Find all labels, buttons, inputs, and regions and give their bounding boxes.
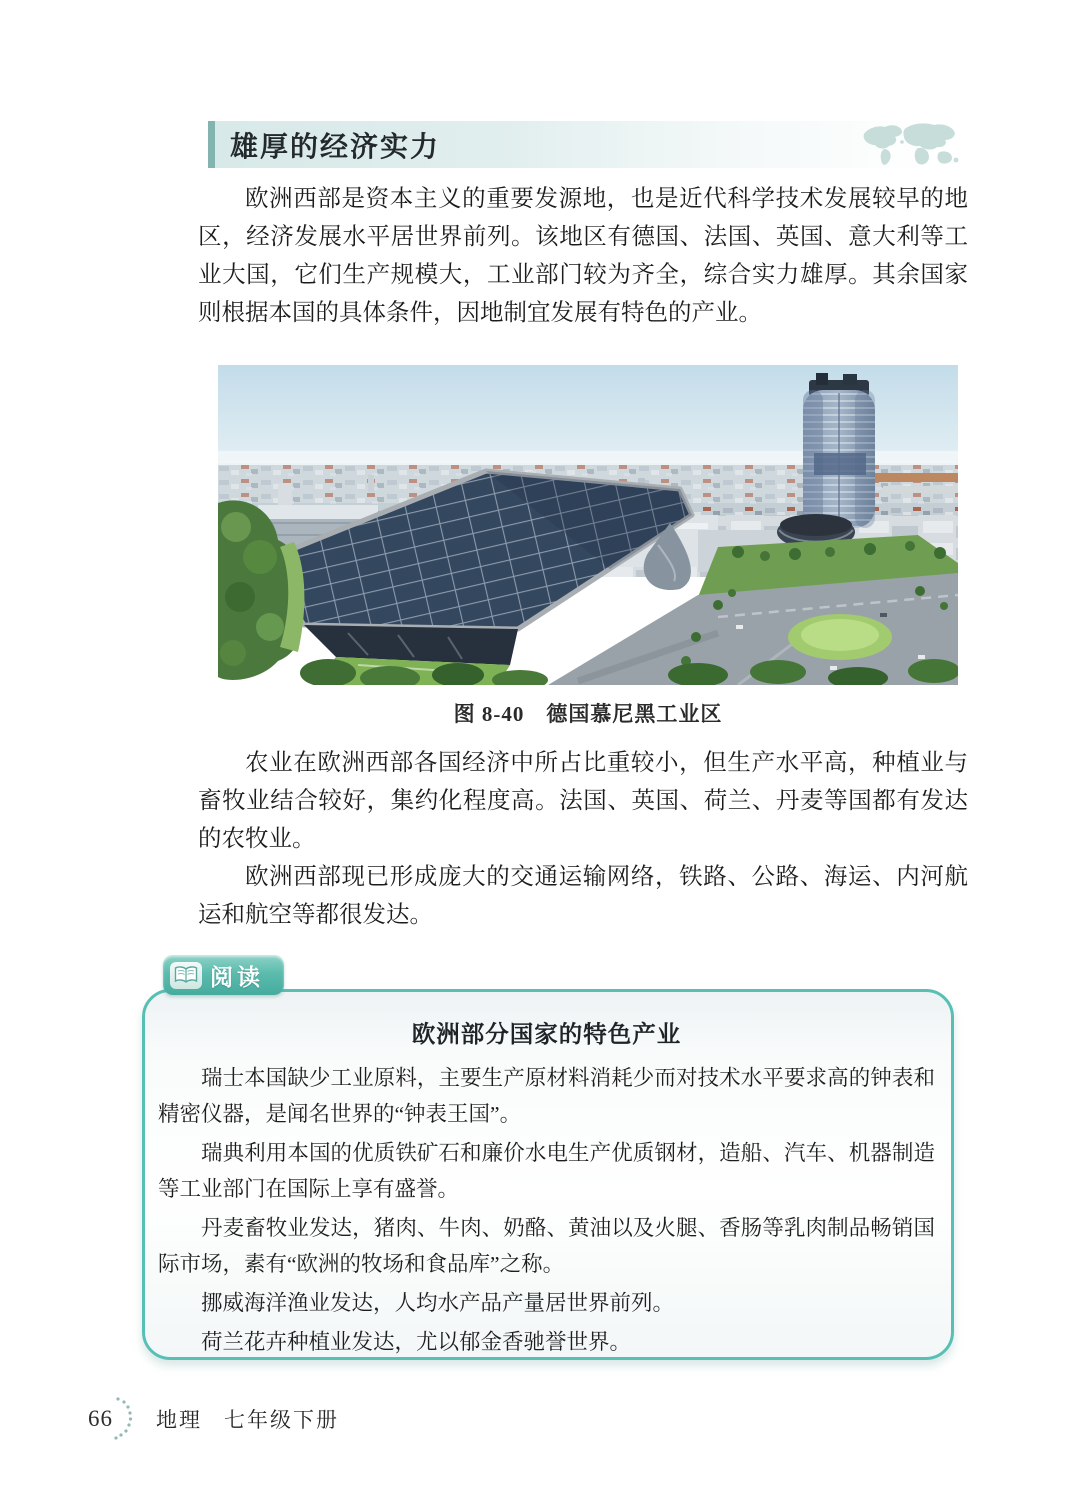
open-book-icon [170,962,202,989]
reading-box-title: 欧洲部分国家的特色产业 [411,1021,682,1047]
page-number: 66 [88,1406,113,1431]
reading-paragraph: 丹麦畜牧业发达，猪肉、牛肉、奶酪、黄油以及火腿、香肠等乳肉制品畅销国际市场，素有“欧洲的牧场和食品库”之称。 [158,1216,935,1276]
book-subject: 地理 [156,1408,202,1432]
section-title: 雄厚的经济实力 [230,130,441,162]
page-number-dots-decoration [114,1394,142,1444]
reading-paragraph: 瑞士本国缺少工业原料，主要生产原材料消耗少而对技术水平要求高的钟表和精密仪器，是闻名世界的“钟表王国”。 [158,1066,935,1126]
page-footer [88,1394,339,1444]
header-background [215,121,960,168]
reading-paragraph: 荷兰花卉种植业发达，尤以郁金香驰誉世界。 [201,1330,632,1354]
reading-paragraph: 挪威海洋渔业发达，人均水产品产量居世界前列。 [201,1291,675,1315]
reading-box [142,989,954,1360]
header-accent-bar [208,121,215,168]
main-text-block-2 [198,744,968,934]
main-text-block-1 [198,180,968,332]
paragraph: 农业在欧洲西部各国经济中所占比重较小，但生产水平高，种植业与畜牧业结合较好，集约化程度高。法国、英国、荷兰、丹麦等国都有发达的农牧业。 [198,750,968,852]
book-title [156,1404,339,1434]
section-header [208,121,960,168]
figure [218,365,958,728]
paragraph: 欧洲西部现已形成庞大的交通运输网络，铁路、公路、海运、内河航运和航空等都很发达。 [198,864,968,928]
reading-badge-label: 阅读 [210,963,264,990]
munich-aerial-photo [218,365,958,685]
reading-paragraph: 瑞典利用本国的优质铁矿石和廉价水电生产优质钢材，造船、汽车、机器制造等工业部门在国际上享有盛誉。 [158,1141,935,1201]
world-map-icon [858,116,960,172]
book-volume: 七年级下册 [224,1408,339,1432]
reading-badge [163,955,284,995]
paragraph: 欧洲西部是资本主义的重要发源地，也是近代科学技术发展较早的地区，经济发展水平居世界前列。该地区有德国、法国、英国、意大利等工业大国，它们生产规模大，工业部门较为齐全，综合实力雄厚。其余国家则根据本国的具体条件，因地制宜发展有特色的产业。 [198,186,968,326]
figure-caption: 图 8-40 德国慕尼黑工业区 [453,702,723,726]
